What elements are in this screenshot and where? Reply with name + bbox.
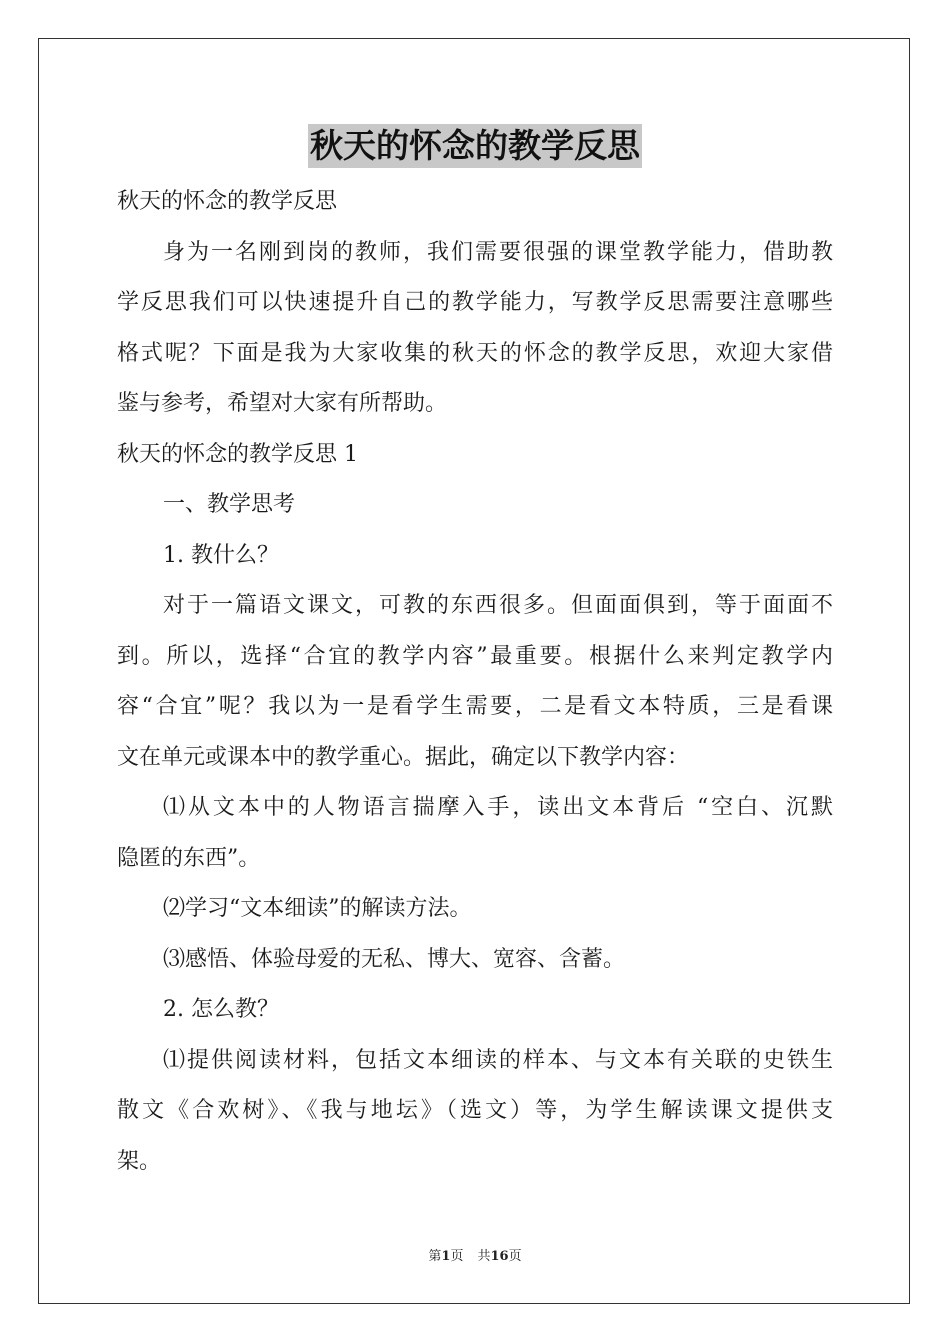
page-footer	[0, 1248, 950, 1266]
text-line: ⑴提供阅读材料，包括文本细读的样本、与文本有关联的史铁生	[163, 1047, 833, 1073]
text-line: 架。	[117, 1148, 162, 1174]
text-line: 容“合宜”呢？我以为一是看学生需要，二是看文本特质，三是看课	[117, 694, 833, 719]
text-line: ⑴从文本中的人物语言揣摩入手，读出文本背后 “空白、沉默	[163, 795, 833, 820]
text-line: 格式呢？下面是我为大家收集的秋天的怀念的教学反思，欢迎大家借	[117, 340, 833, 366]
document-title: 秋天的怀念的教学反思	[308, 124, 642, 168]
total-suffix: 页	[508, 1249, 522, 1264]
total-prefix: 共	[477, 1249, 491, 1264]
text-line: 散文《合欢树》、《我与地坛》（选文）等，为学生解读课文提供支	[117, 1098, 833, 1123]
text-line: ⑵学习“文本细读”的解读方法。	[163, 896, 472, 921]
title-container	[0, 124, 950, 168]
text-line: 2. 怎么教？	[163, 997, 279, 1022]
document-body	[117, 177, 833, 1187]
text-line: 到。所以，选择“合宜的教学内容”最重要。根据什么来判定教学内	[117, 643, 833, 669]
text-line: 对于一篇语文课文，可教的东西很多。但面面俱到，等于面面不	[163, 593, 833, 618]
text-line: ⑶感悟、体验母爱的无私、博大、宽容、含蓄。	[163, 946, 626, 972]
text-line: 1. 教什么？	[163, 542, 279, 568]
page-number: 1	[441, 1249, 451, 1264]
total-pages: 16	[490, 1249, 509, 1264]
text-line: 一、教学思考	[163, 492, 296, 517]
page-suffix: 页	[450, 1249, 464, 1264]
text-line: 文在单元或课本中的教学重心。据此，确定以下教学内容：	[117, 744, 690, 770]
text-line: 身为一名刚到岗的教师，我们需要很强的课堂教学能力，借助教	[163, 239, 833, 265]
text-line: 鉴与参考，希望对大家有所帮助。	[117, 391, 448, 416]
text-line: 秋天的怀念的教学反思	[117, 189, 338, 214]
text-line: 学反思我们可以快速提升自己的教学能力，写教学反思需要注意哪些	[117, 290, 833, 315]
text-line: 隐匿的东西”。	[117, 845, 261, 871]
text-line: 秋天的怀念的教学反思 1	[117, 441, 358, 467]
page-prefix: 第	[428, 1249, 442, 1264]
